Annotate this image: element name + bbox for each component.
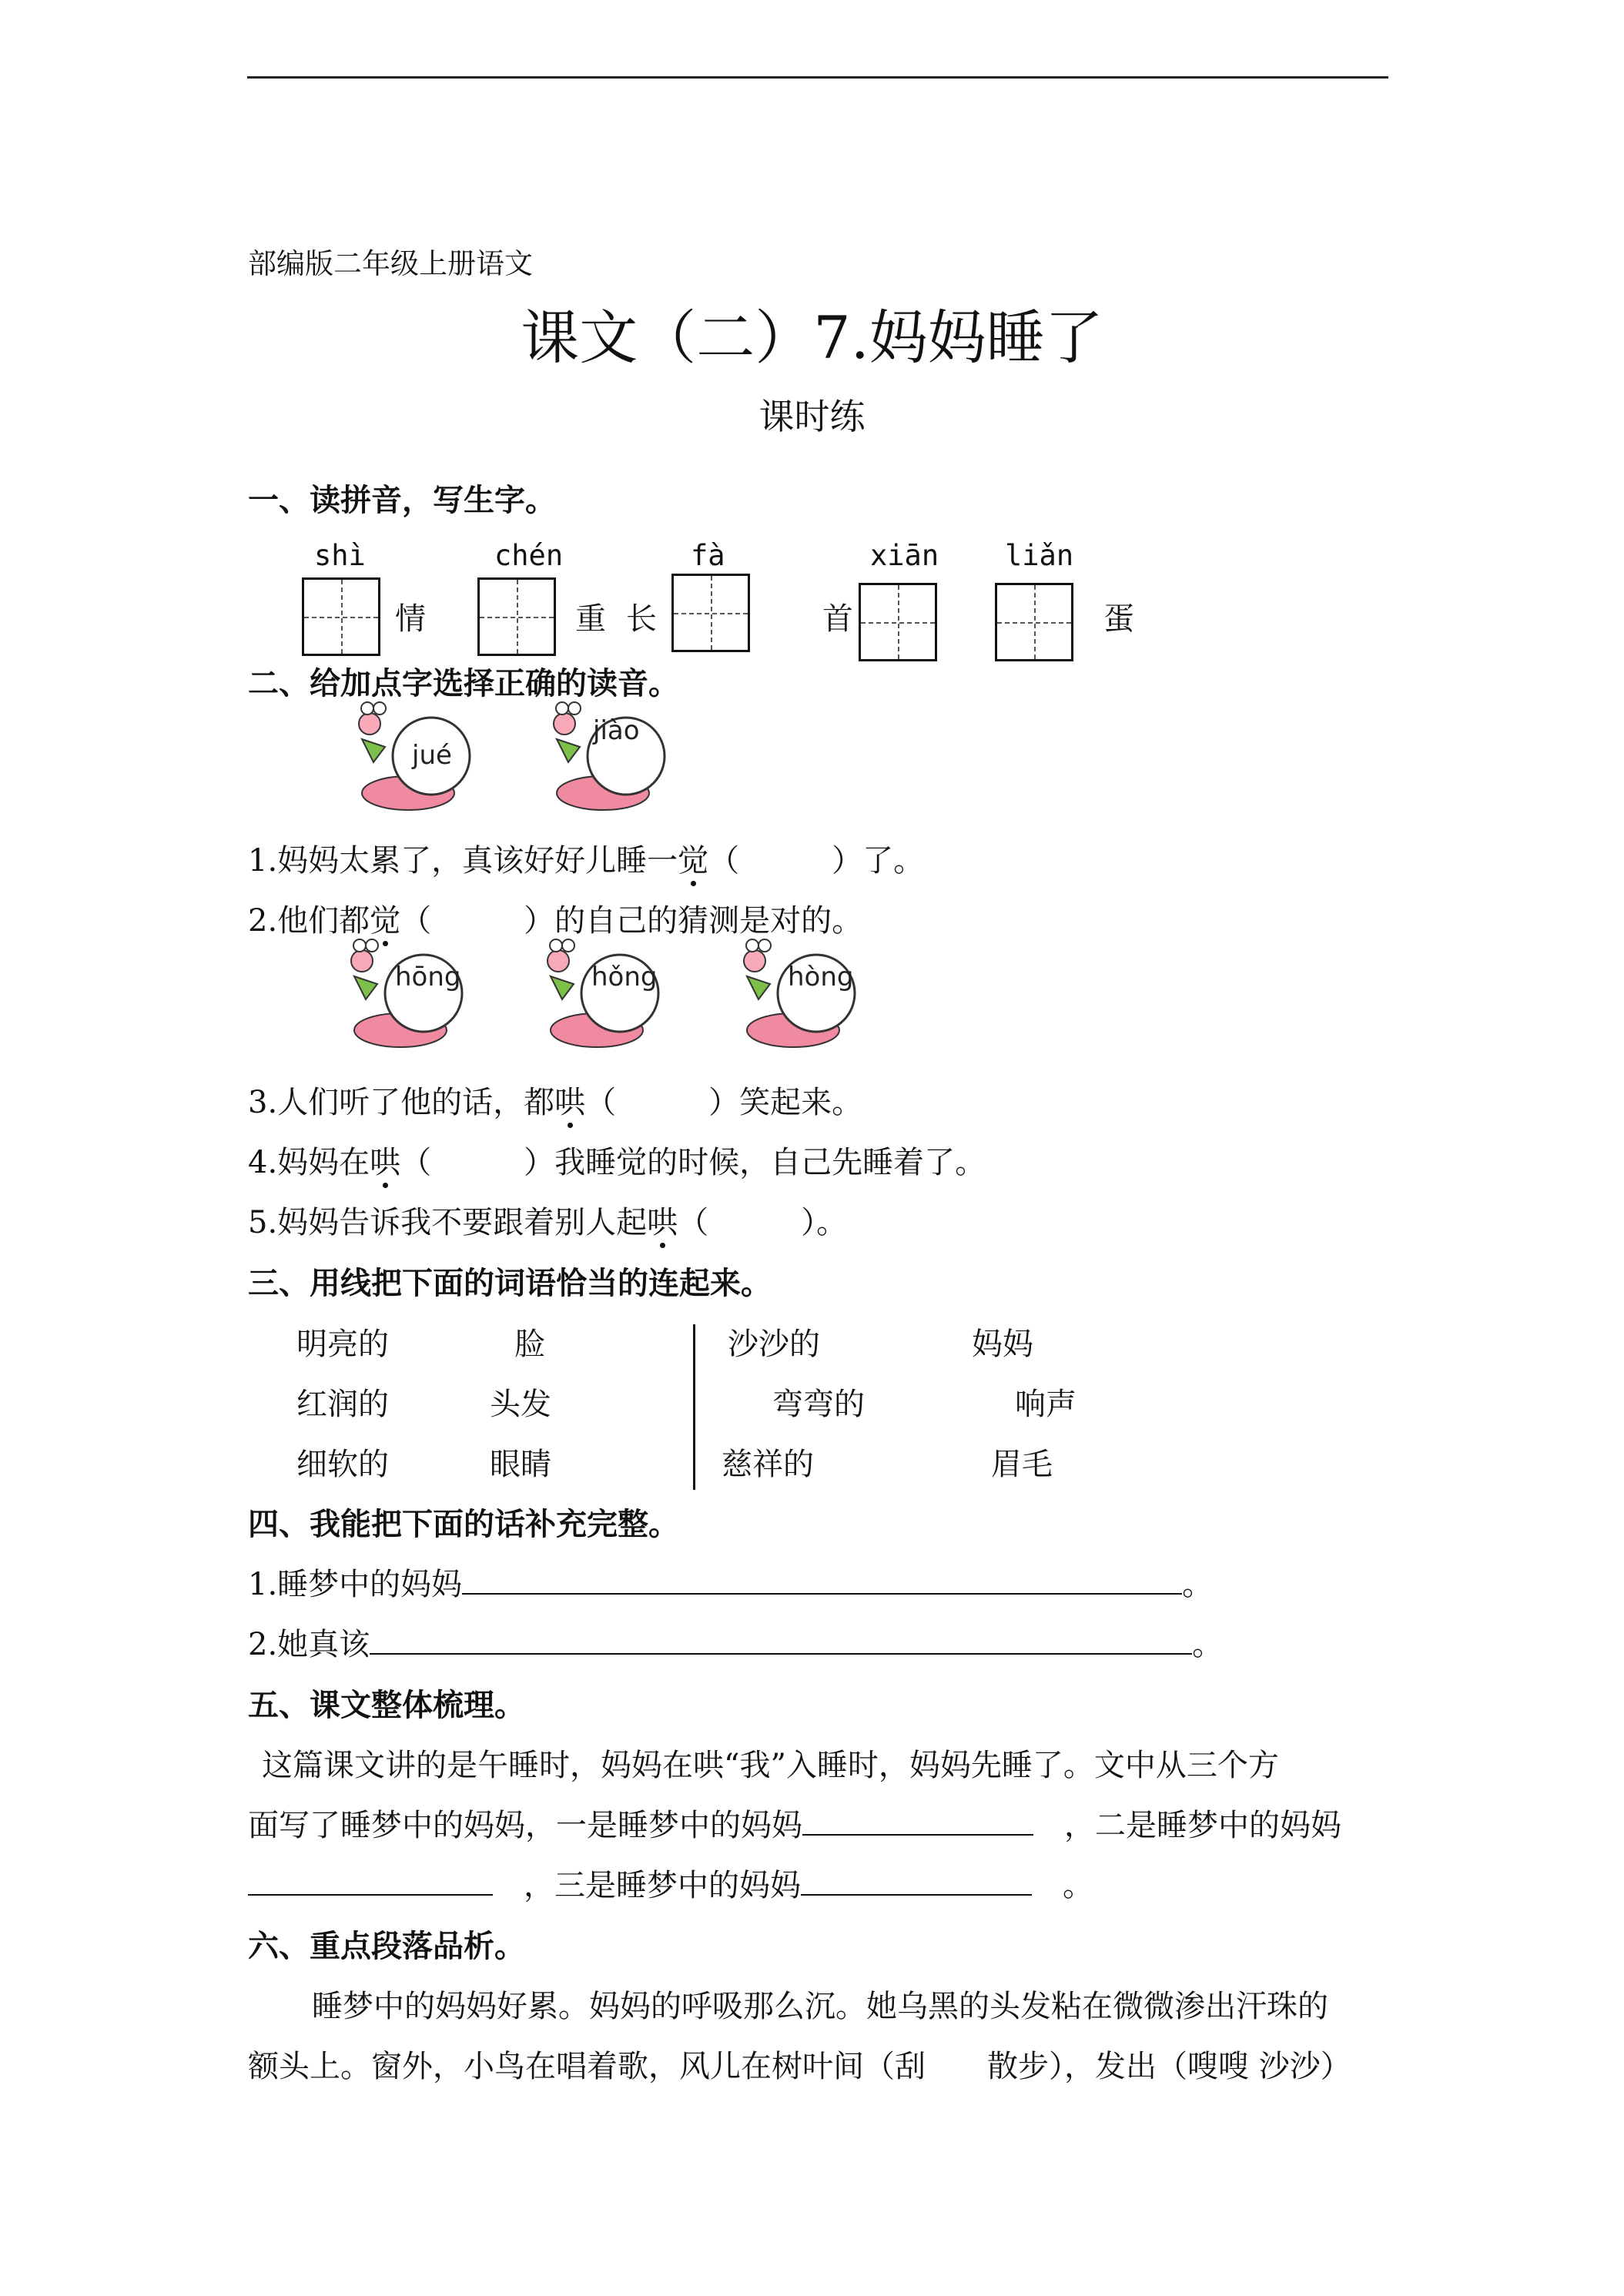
snail-label-jue: jué [412, 740, 452, 771]
word-dan: 蛋 [1103, 601, 1134, 637]
question-2-5: 5.妈妈告诉我不要跟着别人起哄（ ）。 [248, 1198, 847, 1242]
match-left-noun-3[interactable]: 眼睛 [490, 1447, 551, 1482]
section-4-heading: 四、我能把下面的话补充完整。 [248, 1507, 679, 1542]
match-right-adj-2[interactable]: 弯弯的 [772, 1387, 865, 1422]
question-2-2: 2.他们都觉（ ）的自己的猜测是对的。 [248, 896, 862, 940]
section-3-heading: 三、用线把下面的词语恰当的连起来。 [248, 1266, 772, 1301]
snail-label-jiao: jiào [593, 715, 640, 746]
match-left-adj-2[interactable]: 红润的 [296, 1387, 389, 1422]
match-left-adj-1[interactable]: 明亮的 [296, 1327, 389, 1362]
question-2-3: 3.人们听了他的话，都哄（ ）笑起来。 [248, 1078, 862, 1122]
match-left-noun-2[interactable]: 头发 [490, 1387, 551, 1422]
question-2-1: 1.妈妈太累了，真该好好儿睡一觉（ ）了。 [248, 836, 924, 880]
snail-label-hong3: hǒng [591, 962, 658, 992]
match-right-adj-1[interactable]: 沙沙的 [728, 1327, 820, 1362]
answer-blank-4-2[interactable] [370, 1627, 1192, 1655]
match-right-noun-3[interactable]: 眉毛 [991, 1447, 1053, 1482]
snail-option-hong4[interactable] [735, 938, 866, 1053]
section-6-line-2: 额头上。窗外，小鸟在唱着歌，风儿在树叶间（刮 散步），发出（嗖嗖 沙沙） [248, 2049, 1351, 2084]
writing-box-fa[interactable] [671, 574, 750, 652]
answer-blank-5-3[interactable] [801, 1868, 1032, 1896]
section-5-heading: 五、课文整体梳理。 [248, 1688, 525, 1723]
word-qing: 情 [395, 601, 426, 637]
writing-box-chen[interactable] [477, 577, 556, 656]
question-2-4: 4.妈妈在哄（ ）我睡觉的时候，自己先睡着了。 [248, 1138, 986, 1182]
section-5-line-3: ，三是睡梦中的妈妈 。 [248, 1861, 1093, 1905]
section-1-heading: 一、读拼音，写生字。 [248, 483, 556, 518]
section-5-line-2: 面写了睡梦中的妈妈，一是睡梦中的妈妈 ，二是睡梦中的妈妈 [248, 1808, 1341, 1843]
snail-label-hong1: hōng [395, 962, 461, 992]
pinyin-shi: shì [314, 539, 366, 572]
match-right-adj-3[interactable]: 慈祥的 [722, 1447, 814, 1482]
match-right-noun-2[interactable]: 响声 [1015, 1387, 1077, 1422]
pinyin-fa: fà [691, 539, 725, 572]
writing-box-xian[interactable] [859, 583, 937, 661]
question-4-2: 2.她真该 。 [248, 1627, 1224, 1662]
header-rule [247, 76, 1388, 79]
textbook-label: 部编版二年级上册语文 [248, 247, 533, 280]
page-title: 课文（二）7.妈妈睡了 [521, 303, 1103, 372]
match-left-adj-3[interactable]: 细软的 [296, 1447, 389, 1482]
snail-label-hong4: hòng [788, 962, 854, 992]
section-2-heading: 二、给加点字选择正确的读音。 [248, 666, 679, 701]
section-5-line-1: 这篇课文讲的是午睡时，妈妈在哄“我”入睡时，妈妈先睡了。文中从三个方 [262, 1748, 1279, 1783]
answer-blank-5-2[interactable] [248, 1868, 493, 1896]
writing-box-shi[interactable] [302, 577, 380, 656]
snail-option-hong3[interactable] [539, 938, 670, 1053]
match-left-noun-1[interactable]: 脸 [514, 1327, 545, 1362]
snail-option-jiao[interactable] [545, 701, 676, 816]
section-6-heading: 六、重点段落品析。 [248, 1929, 525, 1964]
writing-box-lian[interactable] [995, 583, 1073, 661]
word-chang: 长 [626, 601, 657, 637]
page-subtitle: 课时练 [758, 396, 866, 437]
pinyin-xian: xiān [870, 539, 939, 572]
snail-option-hong1[interactable] [343, 938, 474, 1053]
word-shou: 首 [822, 601, 853, 637]
pinyin-chen: chén [494, 539, 564, 572]
section-6-line-1: 睡梦中的妈妈好累。妈妈的呼吸那么沉。她乌黑的头发粘在微微渗出汗珠的 [312, 1989, 1328, 2024]
match-right-noun-1[interactable]: 妈妈 [972, 1327, 1033, 1362]
question-4-1: 1.睡梦中的妈妈 。 [248, 1567, 1214, 1602]
match-divider [693, 1324, 695, 1490]
answer-blank-5-1[interactable] [802, 1808, 1033, 1836]
pinyin-lian: liǎn [1005, 539, 1074, 572]
word-zhong: 重 [575, 601, 606, 637]
snail-option-jue[interactable] [350, 701, 481, 816]
answer-blank-4-1[interactable] [462, 1567, 1182, 1595]
